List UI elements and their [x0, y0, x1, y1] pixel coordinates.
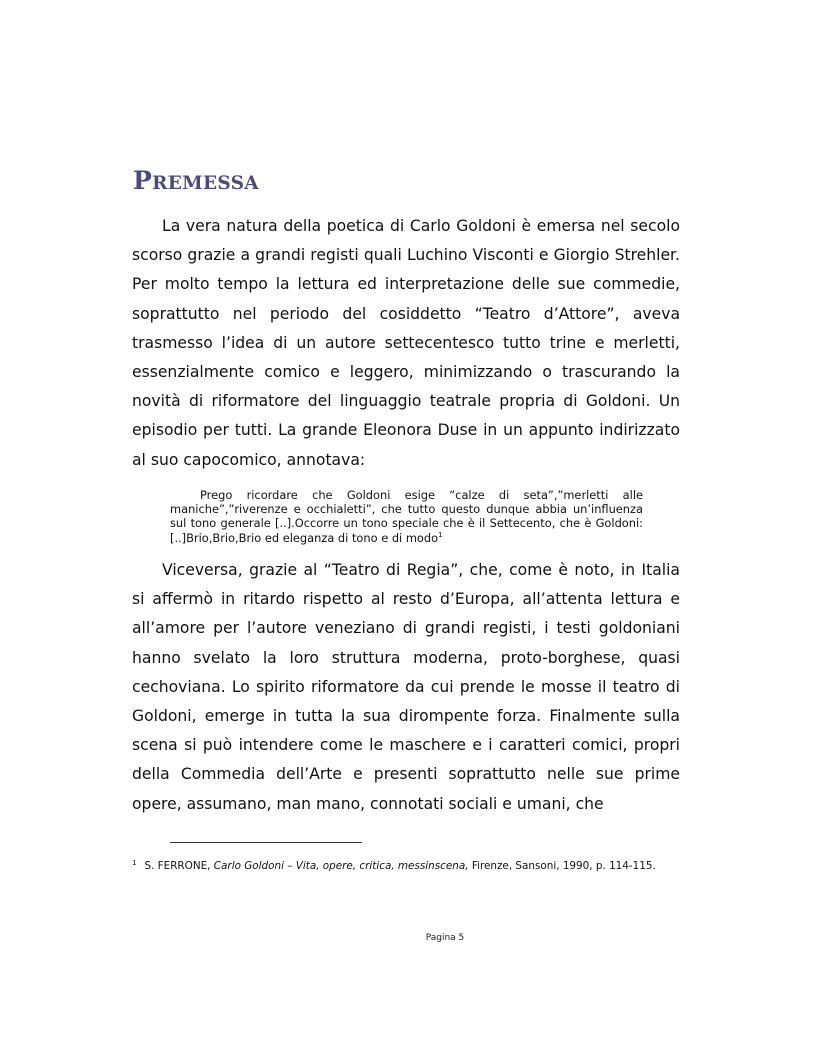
footnote-work: Carlo Goldoni – Vita, opere, critica, messinscena, — [213, 860, 469, 872]
footnote-publication: Firenze, Sansoni, 1990, p. 114-115. — [471, 860, 656, 872]
footnote-separator — [170, 842, 362, 843]
quote-footnote-ref[interactable]: 1 — [438, 530, 443, 539]
footnote-mark: 1 — [132, 858, 137, 867]
body-paragraph-2: Viceversa, grazie al “Teatro di Regia”, che, come è noto, in Italia si affermò in ritardo rispetto al resto d’Europa, all’attenta lettura e all’amore per l’autore veneziano di grandi registi, i testi goldoniani hanno svelato la loro struttura moderna, proto-borghese, quasi cechoviana. Lo spirito riformatore da cui prende le mosse il teatro di Goldoni, emerge in tutta la sua dirompente forza. Finalmente sulla scena si può intendere come le maschere e i caratteri comici, propri della Commedia dell’Arte e presenti soprattutto nelle sue prime opere, assumano, man mano, connotati sociali e umani, che — [132, 561, 680, 813]
block-quote — [170, 488, 643, 545]
body-paragraph-1: La vera natura della poetica di Carlo Goldoni è emersa nel secolo scorso grazie a grandi registi quali Luchino Visconti e Giorgio Strehler. Per molto tempo la lettura ed interpretazione delle sue commedie, soprattutto nel periodo del cosiddetto “Teatro d’Attore”, aveva trasmesso l’idea di un autore settecentesco tutto trine e merletti, essenzialmente comico e leggero, minimizzando o trascurando la novità di riformatore del linguaggio teatrale propria di Goldoni. Un episodio per tutti. La grande Eleonora Duse in un appunto indirizzato al suo capocomico, annotava: — [132, 217, 680, 469]
footnote-author: S. FERRONE, — [144, 860, 211, 872]
quote-text: Prego ricordare che Goldoni esige “calze di seta”,”merletti alle maniche”,”riverenze e occhialetti”, che tutto questo dunque abbia un’influenza sul tono generale [..].Occorre un tono speciale che è il Settecento, che è Goldoni:[..]Brio,Brio,Brio ed eleganza di tono e di modo — [170, 488, 643, 545]
heading-initial: P — [133, 166, 153, 195]
page-number: Pagina 5 — [425, 933, 465, 943]
footnote — [132, 859, 692, 873]
section-heading — [133, 166, 259, 199]
heading-rest: REMESSA — [152, 173, 259, 194]
